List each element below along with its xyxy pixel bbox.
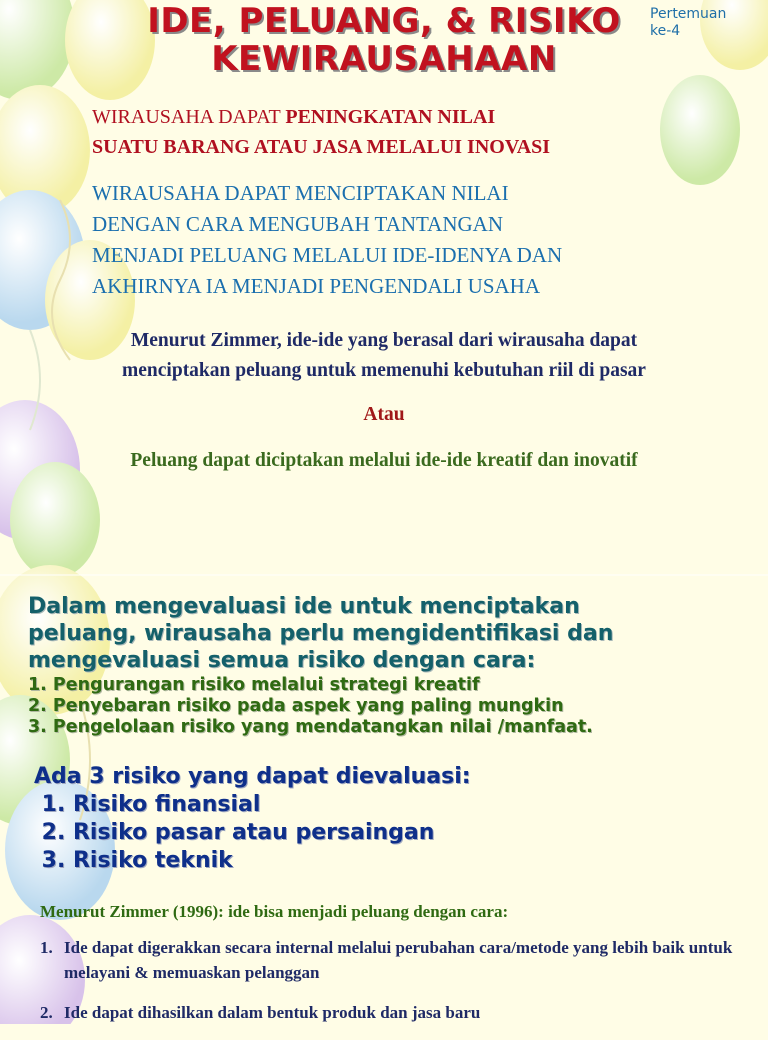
eval-heading-line: mengevaluasi semua risiko dengan cara: [28, 648, 536, 673]
blue-line: AKHIRNYA IA MENJADI PENGENDALI USAHA [92, 274, 540, 298]
red-strong-1: PENINGKATAN NILAI [285, 106, 496, 128]
red-strong-2: SUATU BARANG ATAU JASA MELALUI INOVASI [92, 136, 551, 158]
meeting-line-2: ke-4 [650, 23, 681, 39]
blue-line: WIRAUSAHA DAPAT MENCIPTAKAN NILAI [92, 181, 509, 205]
item-text: Ide dapat digerakkan secara internal melalui perubahan cara/metode yang lebih baik untuk melayani & memuaskan pelanggan [64, 938, 733, 982]
blue-line: DENGAN CARA MENGUBAH TANTANGAN [92, 212, 503, 236]
opportunity-statement [92, 178, 752, 302]
title-line-2: KEWIRAUSAHAAN [211, 39, 557, 79]
list-item: 2. Penyebaran risiko pada aspek yang paling mungkin [28, 696, 564, 716]
risk-list [34, 791, 734, 875]
item-number: 1. [40, 938, 53, 957]
cara-list [40, 935, 740, 1040]
zimmer-line-1: Menurut Zimmer, ide-ide yang berasal dari wirausaha dapat [130, 330, 638, 351]
list-item: 1. Risiko finansial [34, 792, 261, 817]
title-line-1: IDE, PELUANG, & RISIKO [147, 1, 621, 41]
list-item: 3. Risiko teknik [34, 848, 233, 873]
meeting-line-1: Pertemuan [650, 6, 727, 22]
list-item: 1. Pengurangan risiko melalui strategi kreatif [28, 675, 480, 695]
list-item: 3. Pengelolaan risiko yang mendatangkan nilai /manfaat. [28, 717, 593, 737]
meeting-label [650, 6, 726, 40]
atau-label: Atau [363, 404, 405, 425]
eval-heading-line: Dalam mengevaluasi ide untuk menciptakan [28, 594, 580, 619]
list-item [40, 935, 740, 985]
zimmer-1996-quote: Menurut Zimmer (1996): ide bisa menjadi peluang dengan cara: [40, 902, 509, 921]
risk-heading: Ada 3 risiko yang dapat dievaluasi: [34, 764, 471, 789]
blue-line: MENJADI PELUANG MELALUI IDE-IDENYA DAN [92, 243, 563, 267]
slide-2 [0, 575, 768, 1024]
peluang-statement: Peluang dapat diciptakan melalui ide-ide kreatif dan inovatif [130, 450, 638, 471]
zimmer-quote [28, 326, 740, 386]
evaluation-list [28, 675, 758, 738]
item-number: 2. [40, 1003, 53, 1022]
item-text: Ide dapat dihasilkan dalam bentuk produk dan jasa baru [64, 1003, 481, 1022]
red-line-1 [92, 102, 742, 132]
value-creation-statement [92, 102, 742, 162]
evaluation-heading [28, 593, 748, 674]
list-item [40, 1000, 740, 1025]
zimmer-line-2: menciptakan peluang untuk memenuhi kebutuhan riil di pasar [122, 360, 646, 381]
list-item: 2. Risiko pasar atau persaingan [34, 820, 435, 845]
red-prefix: WIRAUSAHA DAPAT [92, 106, 286, 128]
eval-heading-line: peluang, wirausaha perlu mengidentifikasi dan [28, 621, 614, 646]
